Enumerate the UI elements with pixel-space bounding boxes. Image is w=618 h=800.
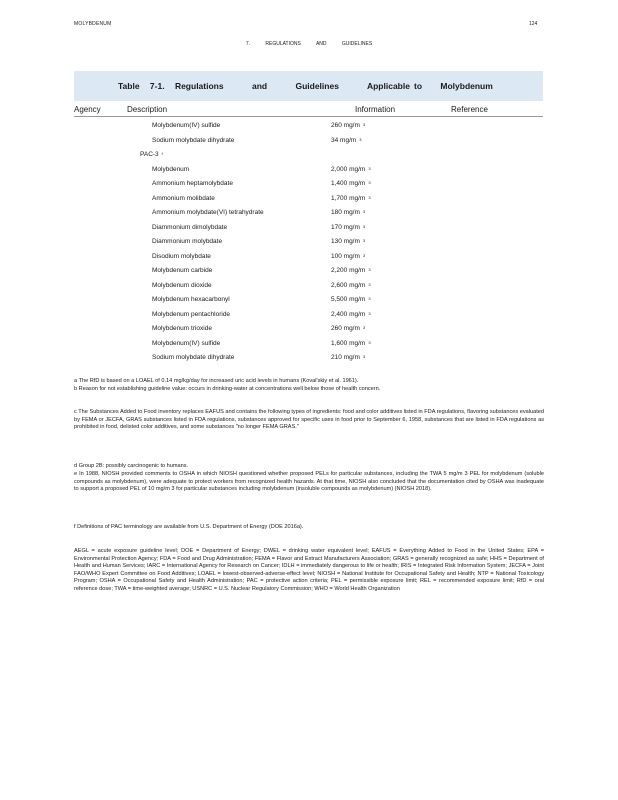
column-header-reference: Reference xyxy=(451,105,488,114)
abbreviations: AEGL = acute exposure guideline level; DOE = Department of Energy; DWEL = drinking water equivalent level; EAFUS = Everything Added to Food in the United States; EPA = Environmental Protection Agency; FDA = Food and Drug Administration; FEMA = Flavor and Extract Manufacturers Association; GRAS = generally recognized as safe; HHS = Department of Health and Human Services; IARC = International Agency for Research on Cancer; IDLH = immediately dangerous to life or health; IRIS = Integrated Risk Information System; JECFA = Joint FAO/WHO Expert Committee on Food Additives; LOAEL = lowest-observed-adverse-effect level; NIOSH = National Institute for Occupational Safety and Health; NTP = National Toxicology Program; OSHA = Occupational Safety and Health Administration; PAC = protective action criteria; PEL = permissible exposure limit; REL = recommended exposure limit; RfD = oral reference dose; TWA = time-weighted average; USNRC = U.S. Nuclear Regulatory Commission; WHO = World Health Organization xyxy=(74,548,544,592)
table-title-middle: and Guidelines Applicable xyxy=(252,81,410,91)
table-row-value: 100 mg/m $^3$ xyxy=(331,252,366,260)
table-row-description: Sodium molybdate dihydrate xyxy=(152,136,235,144)
table-row-description: Molybdenum xyxy=(152,165,190,173)
column-header-information: Information xyxy=(355,105,396,114)
table-row-description: Molybdenum trioxide xyxy=(152,325,212,332)
footnote: e In 1988, NIOSH provided comments to OSHA in which NIOSH questioned whether proposed PELs for particular substances, including the TWA 5 mg/m 3 PEL for molybdenum (soluble compounds as molybdenum), were adequate to protect workers from recognized health hazards. At that time, NIOSH also concluded that the documentation cited by OSHA was inadequate to support a proposed PEL of 10 mg/m 3 for particular substances including molybdenum (insoluble compounds as molybdenum) (NIOSH 2018). xyxy=(74,471,544,492)
table-row-value: 130 mg/m $^3$ xyxy=(331,238,366,245)
table-row-description: Disodium molybdate xyxy=(152,252,211,260)
table-row-description: Molybdenum(IV) sulfide xyxy=(152,339,221,347)
table-row-description: PAC-3 $^f$ xyxy=(140,151,163,158)
table-row-value: 260 mg/m $^3$ xyxy=(331,122,366,129)
table-row-value: 34 mg/m $^3$ xyxy=(331,136,362,144)
table-row-value: 1,400 mg/m $^3$ xyxy=(331,180,371,187)
table-row-value: 1,700 mg/m $^3$ xyxy=(331,194,371,202)
table-row-description: Molybdenum dioxide xyxy=(152,281,212,289)
footnote: a The RfD is based on a LOAEL of 0.14 mg/kg/day for increased uric acid levels in humans (Koval'skiy et al. 1961). xyxy=(74,378,359,384)
footnote: d Group 2B: possibly carcinogenic to humans. xyxy=(74,463,189,469)
header-rule xyxy=(74,116,543,117)
table-row-description: Sodium molybdate dihydrate xyxy=(152,354,235,361)
table-row-description: Molybdenum hexacarbonyl xyxy=(152,296,230,303)
table-title-prefix: Table 7-1. Regulations xyxy=(118,81,224,91)
table-row-description: Diammonium molybdate xyxy=(152,238,223,245)
table-row-value: 2,200 mg/m $^3$ xyxy=(331,267,371,274)
table-row-value: 2,000 mg/m $^3$ xyxy=(331,165,371,173)
column-header-description: Description xyxy=(127,105,168,114)
page-number: 124 xyxy=(529,21,538,27)
table-row-value: 180 mg/m $^3$ xyxy=(331,209,366,216)
footnote: f Definitions of PAC terminology are available from U.S. Department of Energy (DOE 2016a). xyxy=(74,524,304,530)
table-row-value: 1,600 mg/m $^3$ xyxy=(331,339,371,347)
table-row-value: 210 mg/m $^3$ xyxy=(331,354,366,361)
table-row-description: Ammonium molibdate xyxy=(152,194,215,202)
table-row-value: 2,400 mg/m $^3$ xyxy=(331,310,371,318)
footnote: c The Substances Added to Food inventory replaces EAFUS and contains the following types of ingredients: food and color additives listed in FDA regulations, flavoring substances evaluated by FEMA or JECFA, GRAS substances listed in FDA regulations, substances approved for specific uses in food prior to September 6, 1958, substances that are listed in FDA regulations as prohibited in food, delisted color additives, and some substances "no longer FEMA GRAS." xyxy=(74,409,544,430)
table-row-description: Diammonium dimolybdate xyxy=(152,223,228,231)
table-row-description: Molybdenum pentachloride xyxy=(152,310,231,318)
table-row-description: Ammonium molybdate(VI) tetrahydrate xyxy=(152,209,264,216)
table-row-description: Molybdenum carbide xyxy=(152,267,213,274)
footnote: b Reason for not establishing guideline value: occurs in drinking-water at concentrations well below those of health concern. xyxy=(74,386,381,392)
table-row-description: Ammonium heptamolybdate xyxy=(152,180,233,187)
table-title xyxy=(74,71,543,101)
table-title-suffix: to Molybdenum xyxy=(414,81,493,91)
table-row-value: 260 mg/m $^3$ xyxy=(331,325,366,332)
table-row-description: Molybdenum(IV) sulfide xyxy=(152,122,221,129)
table-row-value: 5,500 mg/m $^3$ xyxy=(331,296,371,303)
table-row-value: 170 mg/m $^3$ xyxy=(331,223,366,231)
running-title: MOLYBDENUM xyxy=(74,21,112,27)
column-header-agency: Agency xyxy=(74,105,101,114)
chapter-heading: 7. REGULATIONS AND GUIDELINES xyxy=(245,41,373,47)
table-row-value: 2,600 mg/m $^3$ xyxy=(331,281,371,289)
